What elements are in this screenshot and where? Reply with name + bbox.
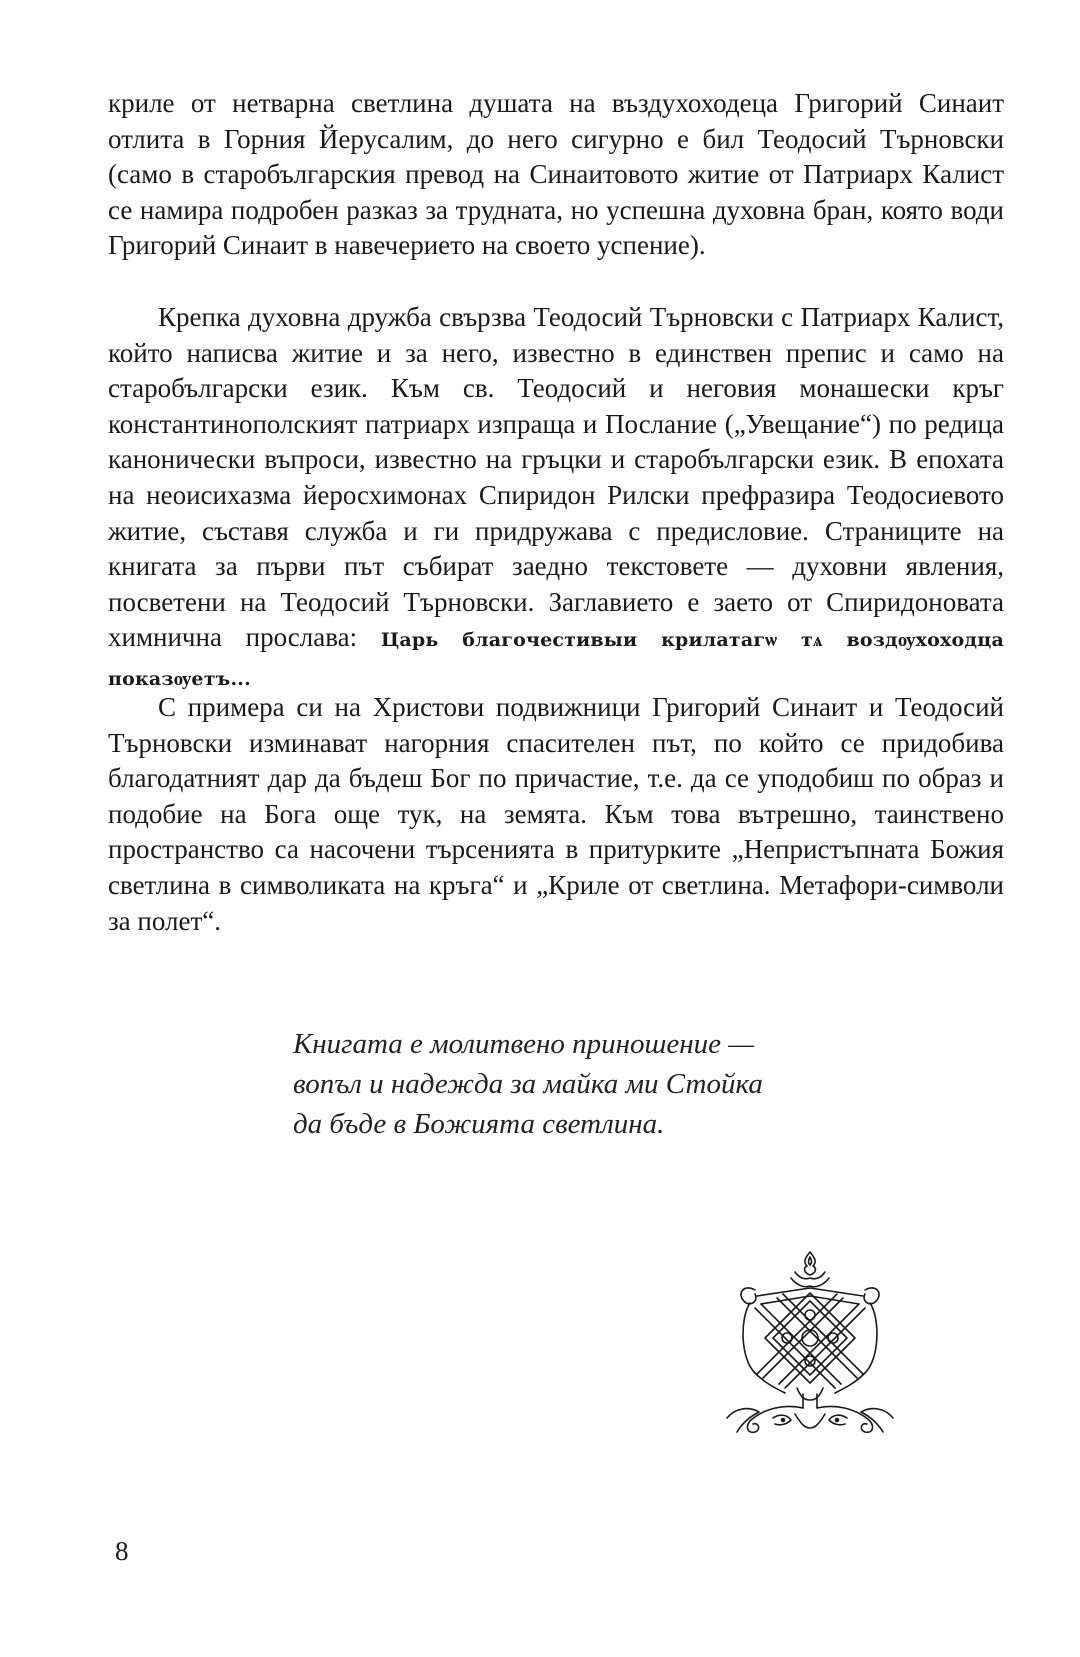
paragraph-3	[108, 690, 1004, 939]
dedication-line-3: да бъде в Божията светлина.	[293, 1108, 665, 1140]
paragraph-3-text: С примера си на Христови подвижници Григорий Синаит и Теодосий Търновски изминават нагорния спасителен път, по който се придобива благодатният дар да бъдеш Бог по причастие, т.е. да се уподобиш по образ и подобие на Бога още тук, на земята. Към това вътрешно, таинствено пространство са насочени търсенията в притурките „Непристъпната Божия светлина в символиката на кръга“ и „Криле от светлина. Метафори-символи за полет“.	[108, 692, 1004, 936]
paragraph-1-text: криле от нетварна светлина душата на въздухоходеца Григорий Синаит отлита в Горния Йерусалим, до него сигурно е бил Теодосий Търновски (само в старобългарския превод на Синаитовото житие от Патриарх Калист се намира подробен разказ за трудната, но успешна духовна бран, която води Григорий Синаит в навечерието на своето успение).	[108, 88, 1004, 261]
celtic-knot-ornament-icon	[725, 1248, 895, 1440]
page-number: 8	[115, 1536, 129, 1566]
dedication	[293, 1024, 893, 1144]
dedication-line-1: Книгата е молитвено приношение —	[293, 1028, 755, 1060]
paragraph-2-text: Крепка духовна дружба свързва Теодосий Търновски с Патриарх Калист, който написва житие и за него, известно в единствен препис и само на старобългарски език. Към св. Теодосий и неговия монашески кръг константинополският патриарх изпраща и Послание („Увещание“) по редица канонически въпроси, известно на гръцки и старобългарски език. В епохата на неоисихазма йеросхимонах Спиридон Рилски префразира Теодосиевото житие, съставя служба и ги придружава с предисловие. Страниците на книгата за първи път събират заедно текстовете — духовни явления, посветени на Теодосий Търновски. Заглавието е заето от Спиридоновата химнична прослава:	[108, 302, 1004, 653]
dedication-line-2: вопъл и надежда за майка ми Стойка	[293, 1068, 763, 1100]
paragraph-1	[108, 86, 1004, 264]
paragraph-2-content	[108, 300, 1004, 698]
slavonic-quote: Царь благочестивыи крилатагѡ тѧ воздѹхоходца показѹетъ...	[108, 629, 1004, 690]
paragraph-2	[108, 300, 1004, 698]
